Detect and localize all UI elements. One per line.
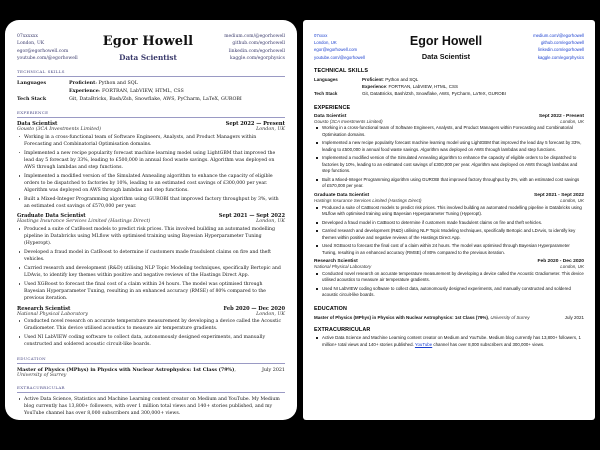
- skill-value: Git, DataBricks, Bash/Zsh, Snowflake, AWS, PyCharm, LaTeX, GUROBI: [362, 91, 506, 97]
- skill-row-tech-stack: [314, 91, 584, 98]
- extracurricular-bullet: [314, 335, 584, 348]
- contact-location: London, UK: [17, 41, 45, 47]
- contact-block-right: [314, 32, 388, 61]
- education-entry: [17, 367, 285, 378]
- job-location: London, UK: [256, 311, 285, 317]
- link-github[interactable]: github.com/egorhowell: [541, 40, 584, 46]
- education-degree: Master of Physics (MPhys) in Physics with Nuclear Astrophysics: 1st Class (79%): [17, 366, 235, 373]
- job-bullet: Working in a cross-functional team of Software Engineers, Analysts, and Product Managers within Forecasting and Combinatorial Optimisation domains.: [17, 134, 285, 148]
- job-location: London, UK: [560, 198, 584, 204]
- section-heading-education: EDUCATION: [314, 306, 347, 313]
- job-bullet: Used NI LabVIEW coding software to collect data, autonomously designed experiments, and manually constructed and soldered acoustic circuit-like boards.: [17, 334, 285, 348]
- job-organisation: National Physical Laboratory: [314, 264, 372, 270]
- resume-header-left: [17, 33, 285, 62]
- job-entry: [17, 306, 285, 349]
- skill-label: Proficient: [69, 80, 96, 87]
- skill-value: FORTRAN, LabVIEW, HTML, CSS: [388, 83, 458, 89]
- skill-line: Experience: FORTRAN, LabVIEW, HTML, CSS: [69, 87, 184, 94]
- job-bullets: [17, 318, 285, 348]
- job-bullet: Working in a cross-functional team of Software Engineers, Analysts, and Product Managers within Forecasting and Combinatorial Optimisation domains.: [314, 125, 584, 138]
- link-linkedin[interactable]: linkedin.com/egorhowell: [538, 47, 584, 53]
- job-subheader: [17, 312, 285, 317]
- extracurricular-bullets: [17, 396, 285, 418]
- skill-key: Tech Stack: [314, 91, 338, 97]
- education-degree: Master of Physics (MPhys) in Physics with Nuclear Astrophysics: 1st Class (79%): [314, 314, 488, 320]
- link-linkedin[interactable]: linkedin.com/egorhowell: [228, 48, 285, 54]
- job-entry: [17, 121, 285, 210]
- job-bullet: Used XGBoost to forecast the final cost of a claim within 24 hours. The model was optimised through Bayesian Hyperparameter Tuning, resulting in an enhanced accuracy (RMSE) of 80% compared to the previous iteration.: [314, 243, 584, 256]
- job-subheader: [314, 198, 584, 203]
- skill-value: Git, DataBricks, Bash/Zsh, Snowflake, AWS, PyCharm, LaTeX, GUROBI: [69, 96, 242, 102]
- skill-label: Experience: [69, 87, 99, 94]
- link-github[interactable]: github.com/egorhowell: [232, 41, 285, 47]
- job-subheader: [17, 127, 285, 132]
- contact-email[interactable]: egor@egorhowell.com: [314, 47, 358, 53]
- skill-row-languages: [314, 77, 584, 91]
- skill-value: Python and SQL: [98, 81, 138, 87]
- skill-line: Proficient: Python and SQL: [362, 76, 419, 82]
- job-location: London, UK: [560, 264, 584, 270]
- candidate-name: Egor Howell: [409, 34, 483, 48]
- contact-email[interactable]: egor@egorhowell.com: [17, 48, 69, 54]
- section-heading-education: education: [17, 356, 285, 364]
- education-date: July 2021: [262, 367, 285, 373]
- skill-line: Experience: FORTRAN, LabVIEW, HTML, CSS: [362, 83, 458, 89]
- job-organisation: National Physical Laboratory: [17, 311, 89, 317]
- link-medium[interactable]: medium.com/@egorhowell: [224, 34, 285, 39]
- link-kaggle[interactable]: kaggle.com/egorphysics: [537, 54, 584, 60]
- job-bullet: Implemented a modified version of the Simulated Annealing algorithm to enhance the capacity of eligible orders to be dispatched to factories by 10%, leading to an estimated cost savings of £300,000 per year. Algorithm was deployed on AWS through lambdas and step functions.: [17, 173, 285, 195]
- section-heading-experience: experience: [17, 110, 285, 118]
- section-heading-experience: EXPERIENCE: [314, 105, 351, 112]
- resume-header-right: [314, 32, 584, 61]
- job-bullets: [314, 205, 584, 257]
- contact-block-left: [17, 33, 91, 62]
- job-bullets: [17, 226, 285, 303]
- extracurricular-bullet: Active Data Science, Statistics and Machine Learning content creator on Medium and YouTube. My Medium blog currently has 13,800+ followers, with over 1 million total views and 140+ stories published, and my YouTube channel has over 8,000 subscribers and 300,000+ views.: [17, 396, 285, 418]
- education-main: Master of Physics (MPhys) in Physics with Nuclear Astrophysics: 1st Class (79%), University of Surrey: [17, 366, 236, 378]
- job-subheader: [314, 119, 584, 124]
- section-heading-extracurricular: extracurricular: [17, 385, 285, 393]
- education-main: Master of Physics (MPhys) in Physics with Nuclear Astrophysics: 1st Class (79%), University of Surrey: [314, 314, 530, 320]
- job-bullet: Developed a fraud model in CatBoost to determine if customers made fraudulent claims on fire and theft vehicles.: [314, 220, 584, 227]
- job-bullets: [314, 125, 584, 190]
- skill-value: Python and SQL: [385, 76, 419, 82]
- section-heading-technical-skills: technical skills: [17, 69, 285, 77]
- extracurricular-text-part2: channel has over 8,000 subscribers and 300,000+ views.: [432, 341, 545, 347]
- job-entry: [314, 193, 584, 256]
- job-role: Research Scientist: [17, 305, 71, 312]
- name-block-left: [91, 33, 205, 62]
- job-bullet: Developed a fraud model in CatBoost to determine if customers made fraudulent claims on fire and theft vehicles.: [17, 249, 285, 263]
- job-date: Sept 2021 - Sept 2022: [533, 193, 584, 199]
- job-bullet: Built a Mixed-Integer Programming algorithm using GUROBI that improved factory throughput by 3%, with an estimated cost savings of £570,000 per year.: [314, 177, 584, 190]
- job-bullet: Conducted novel research on accurate temperature measurement by developing a device called the Acoustic Gradiometer. This device utilised acoustics to measure air temperature gradients.: [314, 271, 584, 284]
- skill-line: Proficient: Python and SQL: [69, 80, 138, 87]
- job-bullets: [314, 271, 584, 299]
- skill-key: Languages: [17, 80, 47, 87]
- job-role: Data Scientist: [17, 121, 58, 128]
- job-bullet: Implemented a new recipe popularity forecast machine learning model using LightGBM that improved the lead day 5 forecast by 33%, leading to £500,000 in annual food waste savings. Algorithm was deployed on AWS through lambdas and step functions.: [314, 140, 584, 153]
- candidate-title: Data Scientist: [119, 52, 177, 62]
- skill-row-languages: [17, 80, 285, 94]
- education-institution: University of Surrey: [490, 314, 530, 320]
- link-kaggle[interactable]: kaggle.com/egorphysics: [229, 55, 285, 61]
- skill-values: [69, 80, 184, 94]
- link-medium[interactable]: medium.com/@egorhowell: [533, 33, 584, 38]
- job-date: Feb 2020 — Dec 2020: [223, 305, 285, 312]
- name-block-right: [388, 32, 504, 61]
- extracurricular-text-part1: Active Data Science and Machine Learning content creator on Medium and YouTube. Medium blog currently has 13,800+ followers, 1 million+ total views and 140+ stories published.: [322, 335, 581, 347]
- job-date: Sept 2022 - Present: [538, 113, 584, 119]
- job-role: Graduate Data Scientist: [314, 193, 370, 199]
- education-institution: University of Surrey: [17, 372, 67, 378]
- job-date: Sept 2022 — Present: [225, 121, 285, 128]
- job-organisation: Hastings Insurance Services Limited (Hastings Direct): [17, 219, 151, 225]
- candidate-name: Egor Howell: [102, 34, 194, 49]
- resume-page-right: [303, 20, 595, 420]
- job-subheader: [17, 219, 285, 224]
- skill-value: FORTRAN, LabVIEW, HTML, CSS: [101, 88, 184, 94]
- skill-label: Experience: [362, 83, 387, 89]
- job-bullet: Used NI LabVIEW coding software to collect data, autonomously designed experiments, and manually constructed and soldered acoustic circuit-like boards.: [314, 286, 584, 299]
- job-location: London, UK: [560, 118, 584, 124]
- links-block-left: [205, 33, 285, 62]
- job-bullet: Carried research and development (R&D) utilising NLP Topic Modeling techniques, specifically Bertopic and LDAvis, to identify key themes within positive and negative reviews of the Hastings Direct App.: [314, 228, 584, 241]
- job-location: London, UK: [256, 127, 285, 133]
- job-role: Data Scientist: [314, 113, 347, 119]
- job-location: London, UK: [256, 219, 285, 225]
- education-entry: [314, 315, 584, 320]
- job-bullet: Used XGBoost to forecast the final cost of a claim within 24 hours. The model was optimised through Bayesian Hyperparameter Tuning, resulting in an enhanced accuracy (RMSE) of 80% compared to the previous iteration.: [17, 281, 285, 303]
- contact-phone: 07xxxx: [314, 33, 328, 38]
- contact-location: London, UK: [314, 40, 337, 46]
- section-heading-extracurricular: EXTRACURRICULAR: [314, 326, 371, 333]
- contact-youtube[interactable]: youtube.com/@egorhowell: [17, 55, 78, 61]
- contact-phone: 07xxxxxx: [17, 34, 38, 39]
- job-organisation: Gousto (3CA Investments Limited): [314, 118, 383, 124]
- skill-key: Languages: [314, 76, 338, 82]
- job-date: Sept 2021 — Sept 2022: [218, 213, 285, 220]
- skill-row-tech-stack: [17, 96, 285, 103]
- job-bullet: Carried research and development (R&D) utilising NLP Topic Modeling techniques, specifically Bertopic and LDAvis, to identify key themes within positive and negative reviews of the Hastings Direct App.: [17, 265, 285, 279]
- job-subheader: [314, 264, 584, 269]
- job-organisation: Hastings Insurance Services Limited (Hastings Direct): [314, 198, 422, 204]
- links-block-right: [504, 32, 584, 61]
- job-date: Feb 2020 - Dec 2020: [537, 259, 584, 265]
- education-date: July 2021: [564, 314, 584, 320]
- resume-page-left: [5, 20, 297, 420]
- skill-label: Proficient: [362, 76, 383, 82]
- job-bullets: [17, 134, 285, 211]
- extracurricular-bullets: [314, 335, 584, 348]
- youtube-link[interactable]: YouTube: [414, 341, 433, 347]
- job-bullet: Implemented a new recipe popularity forecast machine learning model using LightGBM that improved the lead day 5 forecast by 33%, leading to £500,000 in annual food waste savings. Algorithm was deployed on AWS through lambdas and step functions.: [17, 150, 285, 172]
- job-role: Research Scientist: [314, 259, 358, 265]
- job-bullet: Produced a suite of CatBoost models to predict risk prices. This involved building an automated modelling pipeline in Databricks using MLflow with optimised training using Bayesian Hyperparameter Tuning (Hyperopt).: [314, 205, 584, 218]
- job-bullet: Implemented a modified version of the Simulated Annealing algorithm to enhance the capacity of eligible orders to be dispatched to factories by 10%, leading to an estimated cost savings of £300,000 per year. Algorithm was deployed on AWS through lambdas and step functions.: [314, 155, 584, 175]
- job-bullet: Built a Mixed-Integer Programming algorithm using GUROBI that improved factory throughput by 3%, with an estimated cost savings of £570,000 per year.: [17, 196, 285, 210]
- job-entry: [17, 213, 285, 302]
- job-entry: [314, 259, 584, 299]
- candidate-title: Data Scientist: [421, 52, 471, 62]
- job-organisation: Gousto (3CA Investments Limited): [17, 127, 102, 133]
- job-bullet: Produced a suite of CatBoost models to predict risk prices. This involved building an automated modelling pipeline in Databricks using MLflow with optimised training using Bayesian Hyperparameter Tuning (Hyperopt).: [17, 226, 285, 248]
- job-role: Graduate Data Scientist: [17, 213, 86, 220]
- section-heading-technical-skills: TECHNICAL SKILLS: [314, 68, 369, 75]
- skill-key: Tech Stack: [17, 95, 47, 102]
- job-entry: [314, 114, 584, 190]
- job-bullet: Conducted novel research on accurate temperature measurement by developing a device called the Acoustic Gradiometer. This device utilised acoustics to measure air temperature gradients.: [17, 318, 285, 332]
- contact-youtube[interactable]: youtube.com/@egorhowell: [314, 54, 365, 60]
- skill-values: [362, 77, 458, 91]
